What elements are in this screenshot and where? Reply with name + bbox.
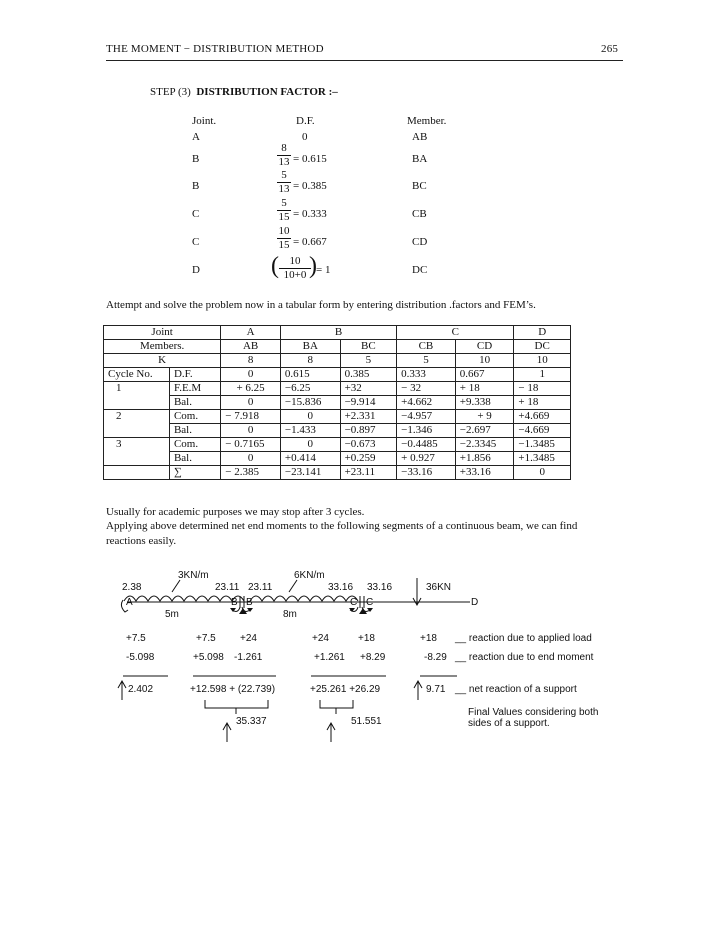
table-cell: −0.673 <box>340 438 397 452</box>
table-cell: B <box>280 326 396 340</box>
table-cell: − 2.385 <box>221 466 281 480</box>
table-cell: +1.856 <box>455 452 514 466</box>
table-cell: +1.3485 <box>514 452 571 466</box>
table-cell: 0.385 <box>340 368 397 382</box>
final-note: Final Values considering both <box>468 707 599 718</box>
table-cell: DC <box>514 340 571 354</box>
table-cell: 10 <box>455 354 514 368</box>
table-cell: 0 <box>280 410 340 424</box>
reaction-value: +12.598 + (22.739) <box>190 684 276 695</box>
span-label: 5m <box>165 609 179 620</box>
table-cell: 0.615 <box>280 368 340 382</box>
table-cell: −9.914 <box>340 396 397 410</box>
df-value: = 0.615 <box>293 153 327 165</box>
load-pointer-1 <box>172 580 180 592</box>
table-cell: − 18 <box>514 382 571 396</box>
reaction-value: +7.5 <box>126 633 146 644</box>
table-cell: Bal. <box>169 424 220 438</box>
table-cell: D.F. <box>169 368 220 382</box>
table-cell: +33.16 <box>455 466 514 480</box>
table-cell: ∑ <box>169 466 220 480</box>
table-cell: −23.141 <box>280 466 340 480</box>
table-cell: + 6.25 <box>221 382 281 396</box>
node-label: D <box>471 597 479 608</box>
step-prefix: STEP (3) <box>150 86 191 98</box>
table-cell: Bal. <box>169 452 220 466</box>
table-cell: + 0.927 <box>397 452 456 466</box>
df-member: AB <box>412 131 428 143</box>
table-cell: 1 <box>104 382 170 410</box>
table-cell: +4.669 <box>514 410 571 424</box>
reaction-note: __ net reaction of a support <box>455 684 577 695</box>
table-cell: Cycle No. <box>104 368 170 382</box>
fraction-denominator: 13 <box>278 156 290 168</box>
table-cell: BC <box>340 340 397 354</box>
df-member: BC <box>412 180 427 192</box>
table-cell: AB <box>221 340 281 354</box>
reaction-value: +8.29 <box>360 652 386 663</box>
table-cell: Joint <box>104 326 221 340</box>
df-joint: C <box>192 208 200 220</box>
reaction-value: 9.71 <box>426 684 446 695</box>
df-member: BA <box>412 153 428 165</box>
table-cell: 0 <box>221 424 281 438</box>
table-cell: 8 <box>280 354 340 368</box>
reaction-value: -5.098 <box>126 652 155 663</box>
table-cell: 0.333 <box>397 368 456 382</box>
instruction-text: Attempt and solve the problem now in a tabular form by entering distribution .factors and FEM’s. <box>106 299 536 311</box>
bracket-b <box>205 700 268 708</box>
table-cell: 0 <box>514 466 571 480</box>
table-cell: −33.16 <box>397 466 456 480</box>
table-cell: −6.25 <box>280 382 340 396</box>
table-cell: + 9 <box>455 410 514 424</box>
table-cell: 10 <box>514 354 571 368</box>
df-value: = 1 <box>316 264 331 276</box>
table-cell: 0 <box>221 452 281 466</box>
table-cell: − 7.918 <box>221 410 281 424</box>
table-cell: − 32 <box>397 382 456 396</box>
load-label: 3KN/m <box>178 570 209 581</box>
table-cell: 5 <box>340 354 397 368</box>
fraction-denominator: 13 <box>278 183 290 195</box>
table-cell: Members. <box>104 340 221 354</box>
table-cell: −2.3345 <box>455 438 514 452</box>
final-note: sides of a support. <box>468 718 550 729</box>
df-joint: C <box>192 236 200 248</box>
table-cell: F.E.M <box>169 382 220 396</box>
node-label: C <box>366 597 374 608</box>
fraction-numerator: 5 <box>281 197 287 209</box>
node-label: A <box>126 597 133 608</box>
df-member: DC <box>412 264 428 276</box>
step-title: DISTRIBUTION FACTOR :– <box>196 86 338 98</box>
table-cell: 0 <box>280 438 340 452</box>
table-cell: C <box>397 326 514 340</box>
fraction-numerator: 10 <box>289 255 301 267</box>
table-cell: +23.11 <box>340 466 397 480</box>
fraction-numerator: 10 <box>278 225 290 237</box>
table-cell: 8 <box>221 354 281 368</box>
table-cell: Bal. <box>169 396 220 410</box>
reaction-note: __ reaction due to end moment <box>455 652 594 663</box>
bracket-c <box>320 700 353 708</box>
table-cell: CD <box>455 340 514 354</box>
df-header-df: D.F. <box>296 115 315 127</box>
table-cell: −0.4485 <box>397 438 456 452</box>
final-reaction: 35.337 <box>236 716 267 727</box>
df-joint: D <box>192 264 200 276</box>
fraction-denominator: 15 <box>278 211 290 223</box>
df-value: 0 <box>302 131 308 143</box>
table-cell: K <box>104 354 221 368</box>
table-cell: 0 <box>221 368 281 382</box>
table-cell: Com. <box>169 410 220 424</box>
table-cell: −2.697 <box>455 424 514 438</box>
reaction-value: +24 <box>240 633 257 644</box>
table-cell: +0.414 <box>280 452 340 466</box>
load-label: 36KN <box>426 582 452 593</box>
running-header: THE MOMENT − DISTRIBUTION METHOD <box>106 43 324 55</box>
table-cell: 0 <box>221 396 281 410</box>
table-cell: − 0.7165 <box>221 438 281 452</box>
node-label: B <box>231 597 238 608</box>
reaction-value: +1.261 <box>314 652 345 663</box>
left-paren: ( <box>271 253 279 279</box>
reaction-value: -8.29 <box>424 652 447 663</box>
right-paren: ) <box>309 253 317 279</box>
reaction-value: -1.261 <box>234 652 263 663</box>
reaction-value: 2.402 <box>128 684 154 695</box>
reaction-value: +18 <box>420 633 437 644</box>
moment-label: 23.11 <box>248 582 273 593</box>
node-label: C <box>350 597 358 608</box>
table-cell: A <box>221 326 281 340</box>
moment-label: 33.16 <box>328 582 354 593</box>
df-member: CB <box>412 208 427 220</box>
df-header-member: Member. <box>407 115 447 127</box>
table-cell: −1.433 <box>280 424 340 438</box>
df-value: = 0.385 <box>293 180 327 192</box>
df-joint: B <box>192 180 200 192</box>
table-cell: 2 <box>104 410 170 438</box>
page-number: 265 <box>601 43 619 55</box>
table-cell: CB <box>397 340 456 354</box>
table-cell: −15.836 <box>280 396 340 410</box>
df-value: = 0.667 <box>293 236 327 248</box>
final-reaction: 51.551 <box>351 716 382 727</box>
table-cell: + 18 <box>455 382 514 396</box>
fraction-denominator: 10+0 <box>283 269 307 281</box>
df-value: = 0.333 <box>293 208 327 220</box>
df-header-joint: Joint. <box>192 115 217 127</box>
table-cell: BA <box>280 340 340 354</box>
span-label: 8m <box>283 609 297 620</box>
moment-label: 2.38 <box>122 582 142 593</box>
table-cell: +32 <box>340 382 397 396</box>
reaction-value: +25.261 +26.29 <box>310 684 381 695</box>
reaction-value: +18 <box>358 633 375 644</box>
table-cell: −4.669 <box>514 424 571 438</box>
table-cell: +0.259 <box>340 452 397 466</box>
load-label: 6KN/m <box>294 570 325 581</box>
udl-span-1 <box>124 596 244 601</box>
table-cell: 5 <box>397 354 456 368</box>
load-pointer-2 <box>289 580 297 592</box>
table-cell: D <box>514 326 571 340</box>
table-cell: −1.3485 <box>514 438 571 452</box>
reaction-note: __ reaction due to applied load <box>455 633 592 644</box>
table-cell: −4.957 <box>397 410 456 424</box>
table-cell: 0.667 <box>455 368 514 382</box>
table-cell: −0.897 <box>340 424 397 438</box>
fraction-numerator: 5 <box>281 169 287 181</box>
reaction-value: +5.098 <box>193 652 224 663</box>
df-member: CD <box>412 236 428 248</box>
table-cell: +9.338 <box>455 396 514 410</box>
moment-label: 33.16 <box>367 582 393 593</box>
table-cell: +4.662 <box>397 396 456 410</box>
table-cell: 3 <box>104 438 170 466</box>
df-joint: B <box>192 153 200 165</box>
table-cell: 1 <box>514 368 571 382</box>
fraction-numerator: 8 <box>281 142 287 154</box>
table-cell: +2.331 <box>340 410 397 424</box>
fraction-denominator: 15 <box>278 239 290 251</box>
paragraph: Usually for academic purposes we may stop after 3 cycles. <box>106 506 365 518</box>
reaction-value: +24 <box>312 633 329 644</box>
df-joint: A <box>192 131 200 143</box>
node-label: B <box>246 597 253 608</box>
table-cell: Com. <box>169 438 220 452</box>
udl-span-2 <box>250 596 358 601</box>
reaction-value: +7.5 <box>196 633 216 644</box>
table-cell: + 18 <box>514 396 571 410</box>
paragraph: Applying above determined net end moments to the following segments of a continuous beam, we can find reactions easily. <box>106 520 578 547</box>
table-cell: −1.346 <box>397 424 456 438</box>
moment-label: 23.11 <box>215 582 240 593</box>
